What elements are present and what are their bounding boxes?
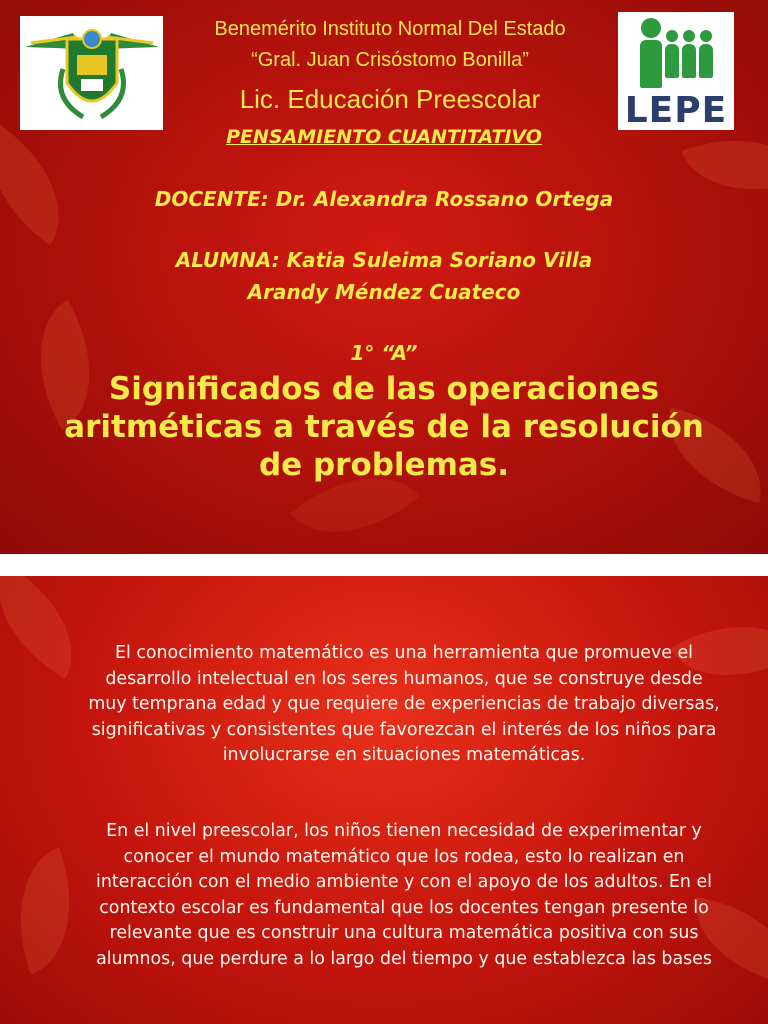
lepe-logo (618, 12, 734, 130)
teacher-name: DOCENTE: Dr. Alexandra Rossano Ortega (154, 187, 614, 211)
institution-subtitle: “Gral. Juan Crisóstomo Bonilla” (251, 49, 529, 71)
content-slide (0, 576, 768, 1024)
student-name-2: Arandy Méndez Cuateco (247, 280, 521, 304)
leaf-decoration (0, 847, 97, 974)
lepe-logo-text: LEPE (624, 90, 728, 131)
people-icon (640, 18, 713, 88)
binep-shield-logo-icon (23, 19, 161, 127)
institution-name: Benemérito Instituto Normal Del Estado (214, 18, 566, 40)
course-title: PENSAMIENTO CUANTITATIVO (226, 126, 542, 148)
paragraph-preschool: En el nivel preescolar, los niños tienen necesidad de experimentar y conocer el mundo matemático que los rodea, esto lo realizan en interacción con el medio ambiente y con el apoyo de los adultos. En el contexto escolar es fundamental que los docentes tengan presente lo relevante que es construir una cultura matemática positiva con sus alumnos, que perdure a lo largo del tiempo y que establezca las bases (96, 821, 712, 969)
paragraph-intro: El conocimiento matemático es una herramienta que promueve el desarrollo intelectual en los seres humanos, que se construye desde muy temprana edad y que requiere de experiencias de trabajo diversas, significativas y consistentes que favorezcan el interés de los niños para involucrarse en situaciones matemáticas. (88, 643, 720, 765)
student-name-1: ALUMNA: Katia Suleima Soriano Villa (175, 248, 593, 272)
binep-logo (20, 16, 163, 130)
slide-separator (0, 554, 768, 576)
group-label: 1° “A” (350, 341, 418, 365)
topic-title: Significados de las operaciones aritméticas a través de la resolución de problemas. (64, 371, 704, 483)
program-name: Lic. Educación Preescolar (239, 84, 541, 114)
